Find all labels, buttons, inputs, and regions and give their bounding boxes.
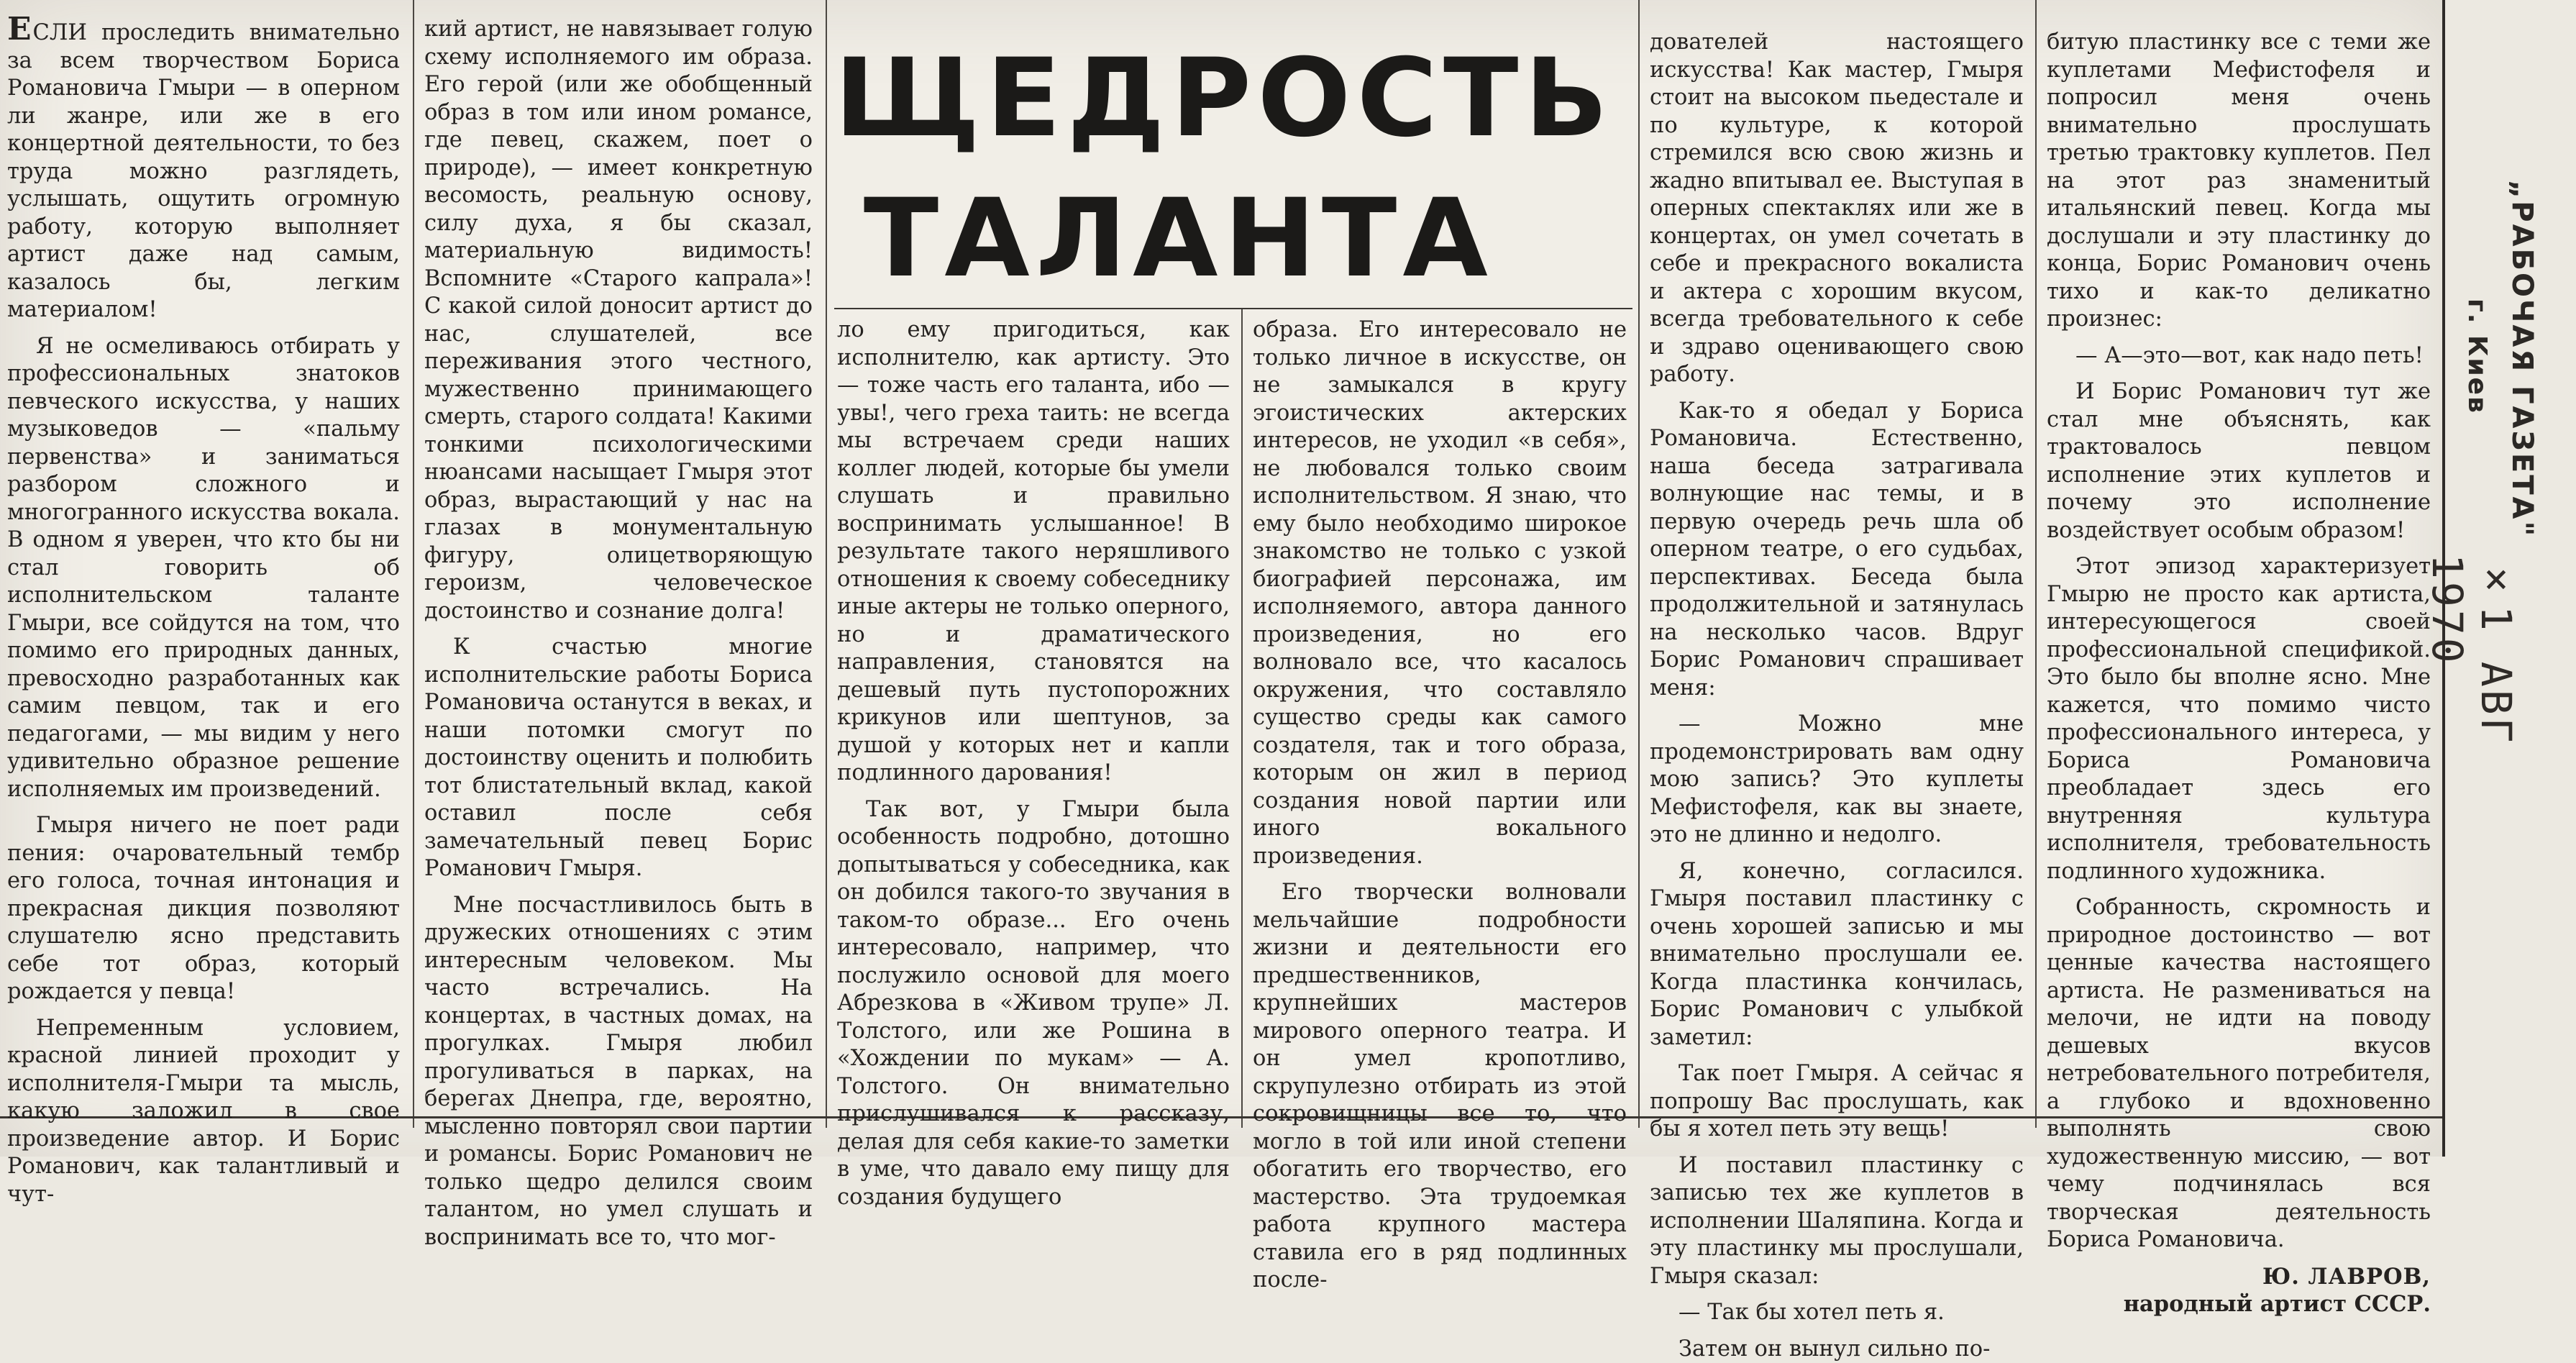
- paragraph-text: К счастью многие исполнительские работы Бориса Романовича останутся в веках, и наши потомки смогут по достоинству оценить и полюбить тот блистательный вклад, какой оставил после себя замечательный певец Борис Романович Гмыря.: [424, 634, 813, 881]
- paragraph-text: Я, конечно, согласился. Гмыря поставил пластинку с очень хорошей записью и мы внимательно прослушали ее. Когда пластинка кончилась, Борис Романович с улыбкой заметил:: [1650, 859, 2024, 1050]
- article-paragraph: [7, 812, 400, 1006]
- article-paragraph: [2047, 378, 2431, 544]
- paragraph-text: Затем он вынул сильно по-: [1678, 1336, 1990, 1362]
- article-paragraph: [1650, 1060, 2024, 1144]
- paragraph-text: ло ему пригодиться, как исполнителю, как артисту. Это — тоже часть его таланта, ибо — увы!, чего греха таить: не всегда мы встречаем среди наших коллег людей, которые бы умели слушать и правильно воспринимать услышанное! В результате такого неряшливого отношения к своему собеседнику иные актеры не только оперного, но и драматического направления, становятся на дешевый путь пустопорожних крикунов или шептунов, за душой у которых нет и капли подлинного дарования!: [837, 317, 1230, 785]
- column-rule: [2035, 0, 2037, 1128]
- article-paragraph: [7, 16, 400, 324]
- article-paragraph: [1650, 29, 2024, 389]
- article-paragraph: [7, 333, 400, 804]
- paragraph-text: Собранность, скромность и природное достоинство — вот ценные качества настоящего артиста. Не размениваться на мелочи, не идти на поводу дешевых вкусов нетребовательного потребителя, а глубоко и вдохновенно выполнять свою художественную миссию, — вот чему подчинялась вся творческая деятельность Бориса Романовича.: [2047, 895, 2431, 1252]
- column-rule: [1638, 0, 1640, 1128]
- author-title: народный артист СССР.: [2047, 1290, 2431, 1318]
- column-rule: [826, 0, 827, 1128]
- article-column-2: [424, 16, 813, 1113]
- paragraph-text: Непременным условием, красной линией проходит у исполнителя-Гмыри та мысль, какую заложил в свое произведение автор. И Борис Романович, как талантливый и чут-: [7, 1016, 400, 1207]
- paragraph-text: образа. Его интересовало не только личное в искусстве, он не замыкался в кругу эгоистических актерских интересов, не уходил «в себя», не любовался только своим исполнительством. Я знаю, что ему было необходимо широкое знакомство не только с узкой биографией персонажа, им исполняемого, автора данного произведения, но его волновало все, что касалось окружения, что составляло существо среды как самого создателя, так и того образа, которым он жил в период создания новой партии или иного вокального произведения.: [1253, 317, 1627, 869]
- paragraph-text: кий артист, не навязывает голую схему исполняемого им образа. Его герой (или же обобщенный образ в том или ином романсе, где певец, скажем, поет о природе), — имеет конкретную весомость, реальную основу, силу духа, я бы сказал, материальную видимость! Вспомните «Старого капрала»! С какой силой доносит артист до нас, слушателей, все переживания этого честного, мужественно принимающего смерть, старого солдата! Какими тонкими психологическими нюансами насыщает Гмыря этот образ, вырастающий у нас на глазах в монументальную фигуру, олицетворяющую героизм, человеческое достоинство и сознание долга!: [424, 17, 813, 624]
- article-paragraph: [2047, 29, 2431, 334]
- paragraph-text: И поставил пластинку с записью тех же куплетов в исполнении Шаляпина. Когда и эту пластинку мы прослушали, Гмыря сказал:: [1650, 1153, 2024, 1289]
- article-column-3: [837, 316, 1230, 1113]
- paragraph-text: — Так бы хотел петь я.: [1678, 1300, 1945, 1325]
- article-paragraph: [424, 16, 813, 625]
- newspaper-name-stamp: „РАБОЧАЯ ГАЗЕТА": [2495, 180, 2539, 611]
- article-paragraph: [2047, 342, 2431, 370]
- article-paragraph: [1650, 398, 2024, 703]
- paragraph-text: — Можно мне продемонстрировать вам одну мою запись? Это куплеты Мефистофеля, как вы знаете, это не длинно и недолго.: [1650, 711, 2024, 847]
- article-paragraph: [7, 1015, 400, 1209]
- article-paragraph: [1650, 858, 2024, 1052]
- column-rule: [413, 0, 414, 1128]
- article-paragraph: [1650, 711, 2024, 849]
- headline-line-1: ЩЕДРОСТЬ: [834, 29, 1627, 169]
- author-signature: Ю. ЛАВРОВ,: [2047, 1263, 2431, 1291]
- paragraph-text: дователей настоящего искусства! Как мастер, Гмыря стоит на высоком пьедестале и по культуре, к которой стремился всю свою жизнь и жадно впитывал ее. Выступая в оперных спектаклях или же в концертах, он умел сочетать в себе и прекрасного вокалиста и актера с хорошим вкусом, всегда требовательного к себе и здраво оценивающего свою работу.: [1650, 29, 2024, 387]
- paragraph-text: И Борис Романович тут же стал мне объяснять, как трактовалось певцом исполнение этих куплетов и почему это исполнение воздействует особым образом!: [2047, 379, 2431, 543]
- article-paragraph: [837, 796, 1230, 1212]
- article-paragraph: [1253, 316, 1627, 870]
- article-column-1: [7, 16, 400, 1113]
- article-column-4: [1253, 316, 1627, 1113]
- article-paragraph: [1650, 1152, 2024, 1291]
- article-paragraph: [424, 634, 813, 883]
- headline-line-2: ТАЛАНТА: [834, 169, 1627, 309]
- paragraph-text: — А—это—вот, как надо петь!: [2075, 343, 2424, 368]
- article-paragraph: [1650, 1336, 2024, 1363]
- article-paragraph: [1650, 1299, 2024, 1327]
- paragraph-text: Этот эпизод характеризует Гмырю не просто как артиста, интересующегося своей профессиональной спецификой. Это было бы вполне ясно. Мне кажется, что помимо чисто профессионального интереса, у Бориса Романовича преобладает здесь его внутренняя культура исполнителя, требовательность подлинного художника.: [2047, 554, 2431, 884]
- paragraph-text: Я не осмеливаюсь отбирать у профессиональных знатоков певческого искусства, у наших музыковедов — «пальму первенства» и заниматься разбором сложного и многогранного искусства вокала. В одном я уверен, что кто бы ни стал говорить об исполнительском таланте Гмыри, все сойдутся на том, что помимо его природных данных, превосходно разработанных как самим певцом, так и его педагогами, — мы видим у него удивительно образное решение исполняемых им произведений.: [7, 334, 400, 802]
- headline: [834, 29, 1627, 309]
- article-paragraph: [2047, 894, 2431, 1254]
- article-paragraph: [424, 892, 813, 1252]
- paragraph-text: Его творчески волновали мельчайшие подробности жизни и деятельности его предшественников, крупнейших мастеров мирового оперного театра. И он умел кропотливо, скрупулезно отбирать из этой сокровищницы все то, что могло в той или иной степени обогатить его творчество, его мастерство. Эта трудоемкая работа крупного мастера ставила его в ряд подлинных после-: [1253, 880, 1627, 1293]
- paragraph-text: битую пластинку все с теми же куплетами Мефистофеля и попросил меня очень внимательно прослушать третью трактовку куплетов. Пел на этот раз знаменитый итальянский певец. Когда мы дослушали и эту пластинку до конца, Борис Романович очень тихо и как-то деликатно произнес:: [2047, 29, 2431, 332]
- drop-cap: Е: [7, 11, 33, 47]
- date-stamp: ×1 АВГ 1970: [2470, 554, 2521, 856]
- paragraph-text: Так вот, у Гмыри была особенность подробно, дотошно допытываться у собеседника, как он добился такого-то звучания в таком-то образе... Его очень интересовало, например, что послужило основой для моего Абрезкова в «Живом трупе» Л. Толстого, или же Рошина в «Хождении по мукам» — А. Толстого. Он внимательно прислушивался к рассказу, делая для себя какие-то заметки в уме, что давало ему пищу для создания будущего: [837, 797, 1230, 1210]
- paragraph-text: Так поет Гмыря. А сейчас я попрошу Вас прослушать, как бы я хотел петь эту вещь!: [1650, 1061, 2024, 1141]
- article-column-5: [1650, 29, 2024, 1113]
- column-rule: [1241, 309, 1243, 1128]
- city-stamp: г. Киев: [2456, 298, 2492, 514]
- paragraph-text: Как-то я обедал у Бориса Романовича. Естественно, наша беседа затрагивала волнующие нас темы, и в первую очередь речь шла об оперном театре, о его судьбах, перспективах. Беседа была продолжительной и затянулась на несколько часов. Вдруг Борис Романович спрашивает меня:: [1650, 398, 2024, 701]
- paragraph-text: Гмыря ничего не поет ради пения: очаровательный тембр его голоса, точная интонация и прекрасная дикция позволяют слушателю ясно представить себе тот образ, который рождается у певца!: [7, 813, 400, 1004]
- paragraph-text: СЛИ проследить внимательно за всем творчеством Бориса Романовича Гмыри — в оперном ли жанре, или же в его концертной деятельности, то без труда можно разглядеть, услышать, ощутить огромную работу, которую выполняет артист даже над самым, казалось бы, легким материалом!: [7, 20, 400, 322]
- article-paragraph: [1253, 879, 1627, 1295]
- article-column-6: [2047, 29, 2431, 1113]
- article-paragraph: [837, 316, 1230, 788]
- article-paragraph: [2047, 553, 2431, 885]
- paragraph-text: Мне посчастливилось быть в дружеских отношениях с этим интересным человеком. Мы часто встречались. На концертах, в частных домах, на прогулках. Гмыря любил прогуливаться в парках, на берегах Днепра, где, вероятно, мысленно повторял свои партии и романсы. Борис Романович не только щедро делился своим талантом, но умел слушать и воспринимать все то, что мог-: [424, 893, 813, 1250]
